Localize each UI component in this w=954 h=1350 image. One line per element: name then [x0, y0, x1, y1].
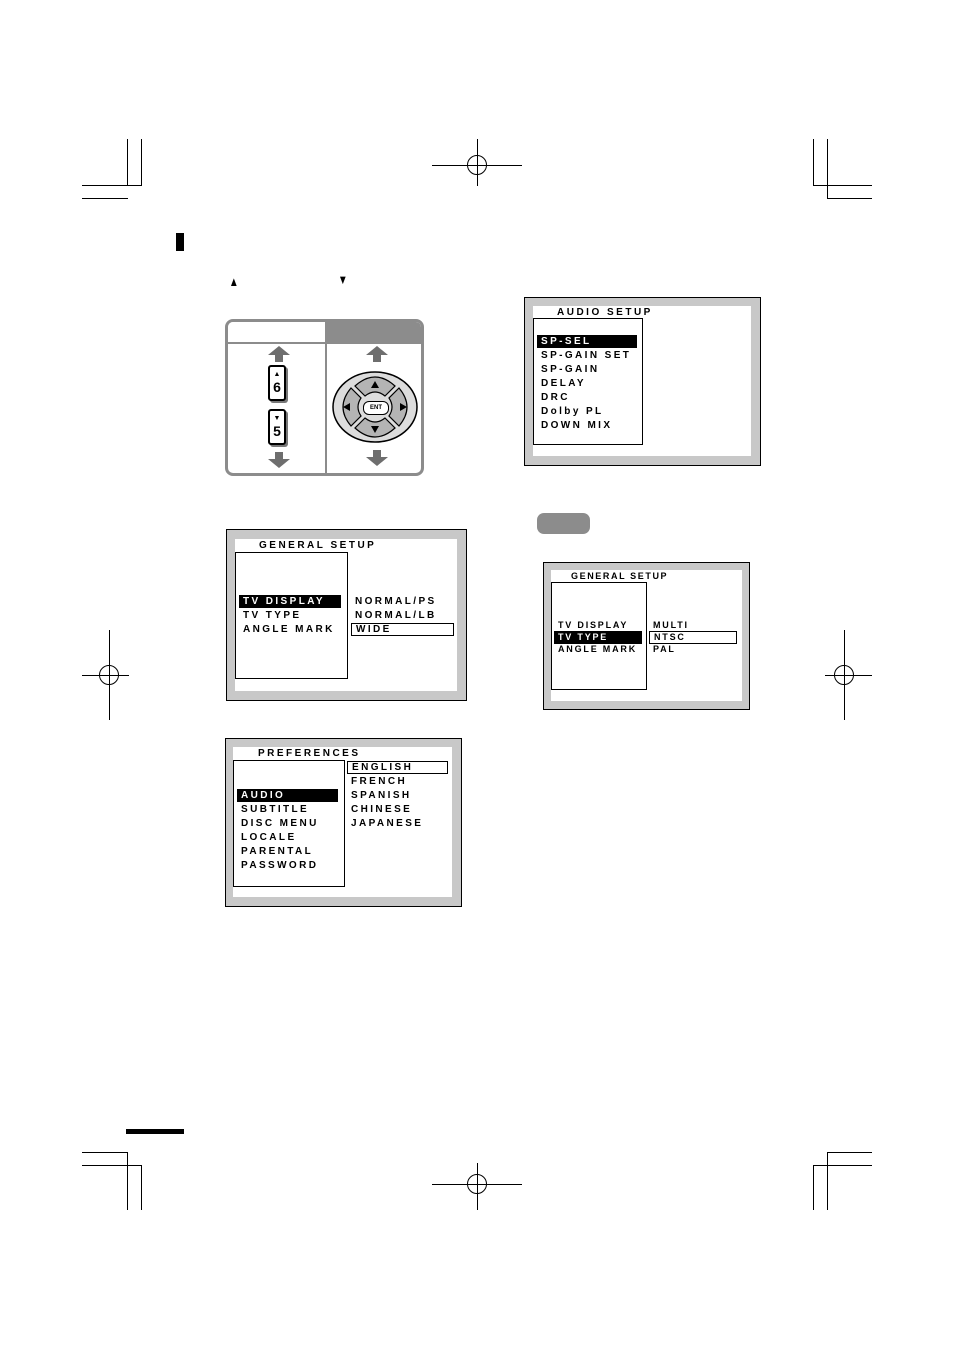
key-number: 5 [273, 423, 281, 439]
key-6-up-button[interactable] [268, 365, 286, 401]
menu-item[interactable]: DELAY [541, 378, 586, 389]
menu-item[interactable]: SP-GAIN SET [541, 350, 632, 361]
triangle-down-icon: ▼ [273, 415, 281, 422]
section-marker [176, 233, 184, 251]
general-setup-screen-1 [226, 529, 467, 701]
arrow-up-icon [268, 346, 290, 362]
up-arrow-symbol: ▲ [229, 274, 239, 289]
page-footer-bar [126, 1129, 184, 1134]
note-label-pill [537, 513, 590, 534]
menu-item[interactable]: TV TYPE [554, 631, 642, 644]
remote-control-panel [225, 319, 424, 476]
panel-header-right [325, 322, 421, 344]
menu-item[interactable]: Dolby PL [541, 406, 604, 417]
menu-item[interactable]: TV DISPLAY [239, 595, 341, 608]
arrow-down-icon [268, 452, 290, 468]
screen-title: AUDIO SETUP [557, 307, 653, 318]
menu-option[interactable]: NTSC [649, 631, 737, 644]
menu-item[interactable]: ANGLE MARK [243, 624, 335, 635]
key-number: 6 [273, 379, 281, 395]
enter-button[interactable] [363, 401, 389, 415]
menu-item[interactable]: AUDIO [237, 789, 338, 802]
menu-item[interactable]: SUBTITLE [241, 804, 310, 815]
general-setup-screen-2 [543, 562, 750, 710]
arrow-down-icon [366, 450, 388, 466]
menu-item[interactable]: PASSWORD [241, 860, 319, 871]
key-5-down-button[interactable] [268, 409, 286, 445]
menu-item[interactable]: TV DISPLAY [558, 620, 629, 630]
audio-setup-screen [524, 297, 761, 466]
panel-divider [325, 322, 327, 473]
menu-item[interactable]: SP-SEL [537, 335, 637, 348]
menu-option[interactable]: SPANISH [351, 790, 412, 801]
menu-option[interactable]: MULTI [653, 620, 689, 630]
menu-option[interactable]: PAL [653, 644, 676, 654]
menu-item[interactable]: DOWN MIX [541, 420, 613, 431]
preferences-screen [225, 738, 462, 907]
triangle-up-icon: ▲ [273, 371, 281, 378]
menu-option[interactable]: NORMAL/PS [355, 596, 437, 607]
menu-item[interactable]: ANGLE MARK [558, 644, 637, 654]
arrow-up-icon [366, 346, 388, 362]
down-arrow-symbol: ▼ [338, 272, 348, 287]
menu-option[interactable]: NORMAL/LB [355, 610, 437, 621]
menu-item[interactable]: PARENTAL [241, 846, 314, 857]
menu-item[interactable]: TV TYPE [243, 610, 302, 621]
menu-option[interactable]: ENGLISH [347, 761, 448, 774]
menu-item[interactable]: LOCALE [241, 832, 297, 843]
panel-header-left [228, 322, 325, 344]
enter-label: ENT [370, 405, 382, 411]
menu-option[interactable]: FRENCH [351, 776, 408, 787]
menu-option[interactable]: WIDE [351, 623, 454, 636]
screen-title: GENERAL SETUP [259, 540, 377, 551]
screen-title: GENERAL SETUP [571, 571, 669, 581]
menu-item[interactable]: SP-GAIN [541, 364, 600, 375]
menu-option[interactable]: JAPANESE [351, 818, 424, 829]
menu-option[interactable]: CHINESE [351, 804, 413, 815]
screen-title: PREFERENCES [258, 748, 361, 759]
menu-item[interactable]: DISC MENU [241, 818, 319, 829]
menu-item[interactable]: DRC [541, 392, 570, 403]
